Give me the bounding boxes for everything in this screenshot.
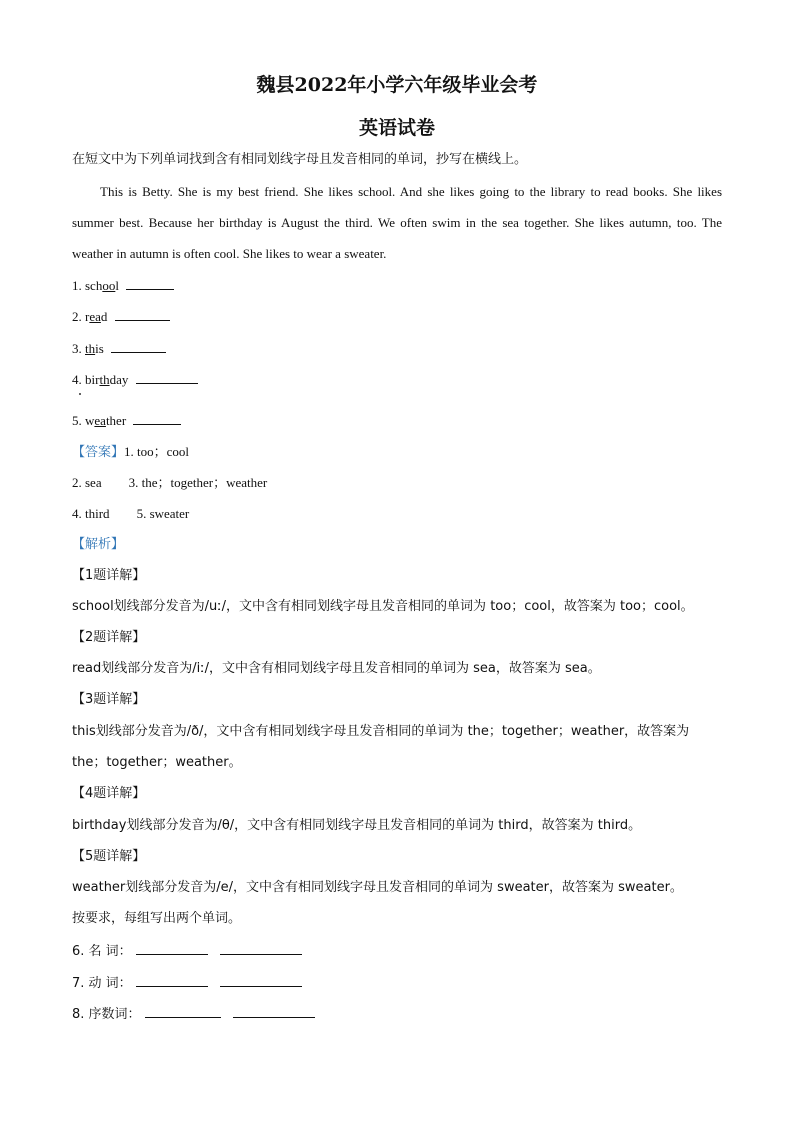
- question-number: 5.: [72, 413, 85, 428]
- word-part: l: [115, 278, 119, 293]
- analysis-tag: 【解析】: [72, 537, 125, 552]
- answer-blank[interactable]: [115, 308, 170, 321]
- question-2: [72, 308, 170, 325]
- answer-blank[interactable]: [136, 974, 208, 987]
- question-1: [72, 277, 174, 294]
- answer-blank[interactable]: [111, 340, 166, 353]
- instruction-1: 在短文中为下列单词找到含有相同划线字母且发音相同的单词，抄写在横线上。: [72, 152, 528, 167]
- question-5: [72, 412, 181, 429]
- detail-5-body: weather划线部分发音为/e/，文中含有相同划线字母且发音相同的单词为 sweater，故答案为 sweater。: [72, 880, 683, 895]
- answer-blank[interactable]: [220, 942, 302, 955]
- word-part: day: [109, 372, 129, 387]
- answer-blank[interactable]: [233, 1005, 315, 1018]
- question-number: 4.: [72, 372, 85, 387]
- answer-blank[interactable]: [136, 371, 198, 384]
- question-number: 2.: [72, 309, 85, 324]
- detail-3-body-cont: the；together；weather。: [72, 755, 242, 770]
- detail-2-body: read划线部分发音为/iː/，文中含有相同划线字母且发音相同的单词为 sea，故答案为 sea。: [72, 661, 601, 676]
- question-4: [72, 371, 198, 388]
- question-number: 1.: [72, 278, 85, 293]
- fill-item-8: [72, 1005, 315, 1023]
- answer-text: 4. third: [72, 506, 110, 521]
- instruction-2: 按要求，每组写出两个单词。: [72, 911, 242, 926]
- fill-item-6: [72, 942, 302, 960]
- fill-label: 7. 动 词：: [72, 976, 132, 991]
- exam-subtitle: 英语试卷: [358, 117, 435, 139]
- answer-line-3: [72, 506, 189, 522]
- answer-line-2: [72, 475, 267, 491]
- word-part: is: [95, 341, 104, 356]
- answer-text: 1. too；cool: [124, 444, 190, 459]
- word-part: r: [85, 309, 90, 324]
- detail-3-body: this划线部分发音为/ð/，文中含有相同划线字母且发音相同的单词为 the；together；weather，故答案为: [72, 724, 690, 739]
- answer-text: 3. the；together；weather: [128, 475, 268, 490]
- detail-4-body: birthday划线部分发音为/θ/，文中含有相同划线字母且发音相同的单词为 third，故答案为 third。: [72, 818, 642, 833]
- detail-1-head: 【1题详解】: [72, 568, 146, 583]
- question-3: [72, 340, 166, 357]
- word-part: w: [85, 413, 95, 428]
- answer-blank[interactable]: [126, 277, 174, 290]
- fill-label: 8. 序数词：: [72, 1007, 141, 1022]
- answer-line-1: [72, 444, 189, 461]
- word-part: sch: [85, 278, 103, 293]
- detail-1-body: school划线部分发音为/uː/，文中含有相同划线字母且发音相同的单词为 too；cool，故答案为 too；cool。: [72, 599, 694, 614]
- detail-3-head: 【3题详解】: [72, 692, 146, 707]
- word-part: bir: [85, 372, 100, 387]
- reading-passage: This is Betty. She is my best friend. She likes school. And she likes going to the library to read books. She likes summer best. Because her birthday is August the third. We often swim in the sea together. She likes autumn, too. The weather in autumn is often cool. She likes to wear a sweater.: [72, 184, 722, 261]
- underlined-letters: ea: [94, 413, 106, 428]
- answer-text: 2. sea: [72, 475, 102, 490]
- answer-text: 5. sweater: [136, 506, 190, 521]
- question-number: 3.: [72, 341, 85, 356]
- word-part: d: [100, 309, 108, 324]
- underlined-letters: oo: [102, 278, 116, 293]
- stray-dot: [79, 393, 81, 395]
- underlined-letters: ea: [89, 309, 101, 324]
- detail-5-head: 【5题详解】: [72, 849, 146, 864]
- underlined-letters: th: [99, 372, 110, 387]
- fill-label: 6. 名 词：: [72, 944, 132, 959]
- detail-4-head: 【4题详解】: [72, 786, 146, 801]
- answer-blank[interactable]: [145, 1005, 221, 1018]
- word-part: ther: [105, 413, 127, 428]
- answer-blank[interactable]: [136, 942, 208, 955]
- exam-title: 魏县2022年小学六年级毕业会考: [256, 74, 538, 96]
- underlined-letters: th: [85, 341, 96, 356]
- answer-blank[interactable]: [133, 412, 181, 425]
- answer-blank[interactable]: [220, 974, 302, 987]
- answer-tag: 【答案】: [72, 445, 125, 460]
- detail-2-head: 【2题详解】: [72, 630, 146, 645]
- fill-item-7: [72, 974, 302, 992]
